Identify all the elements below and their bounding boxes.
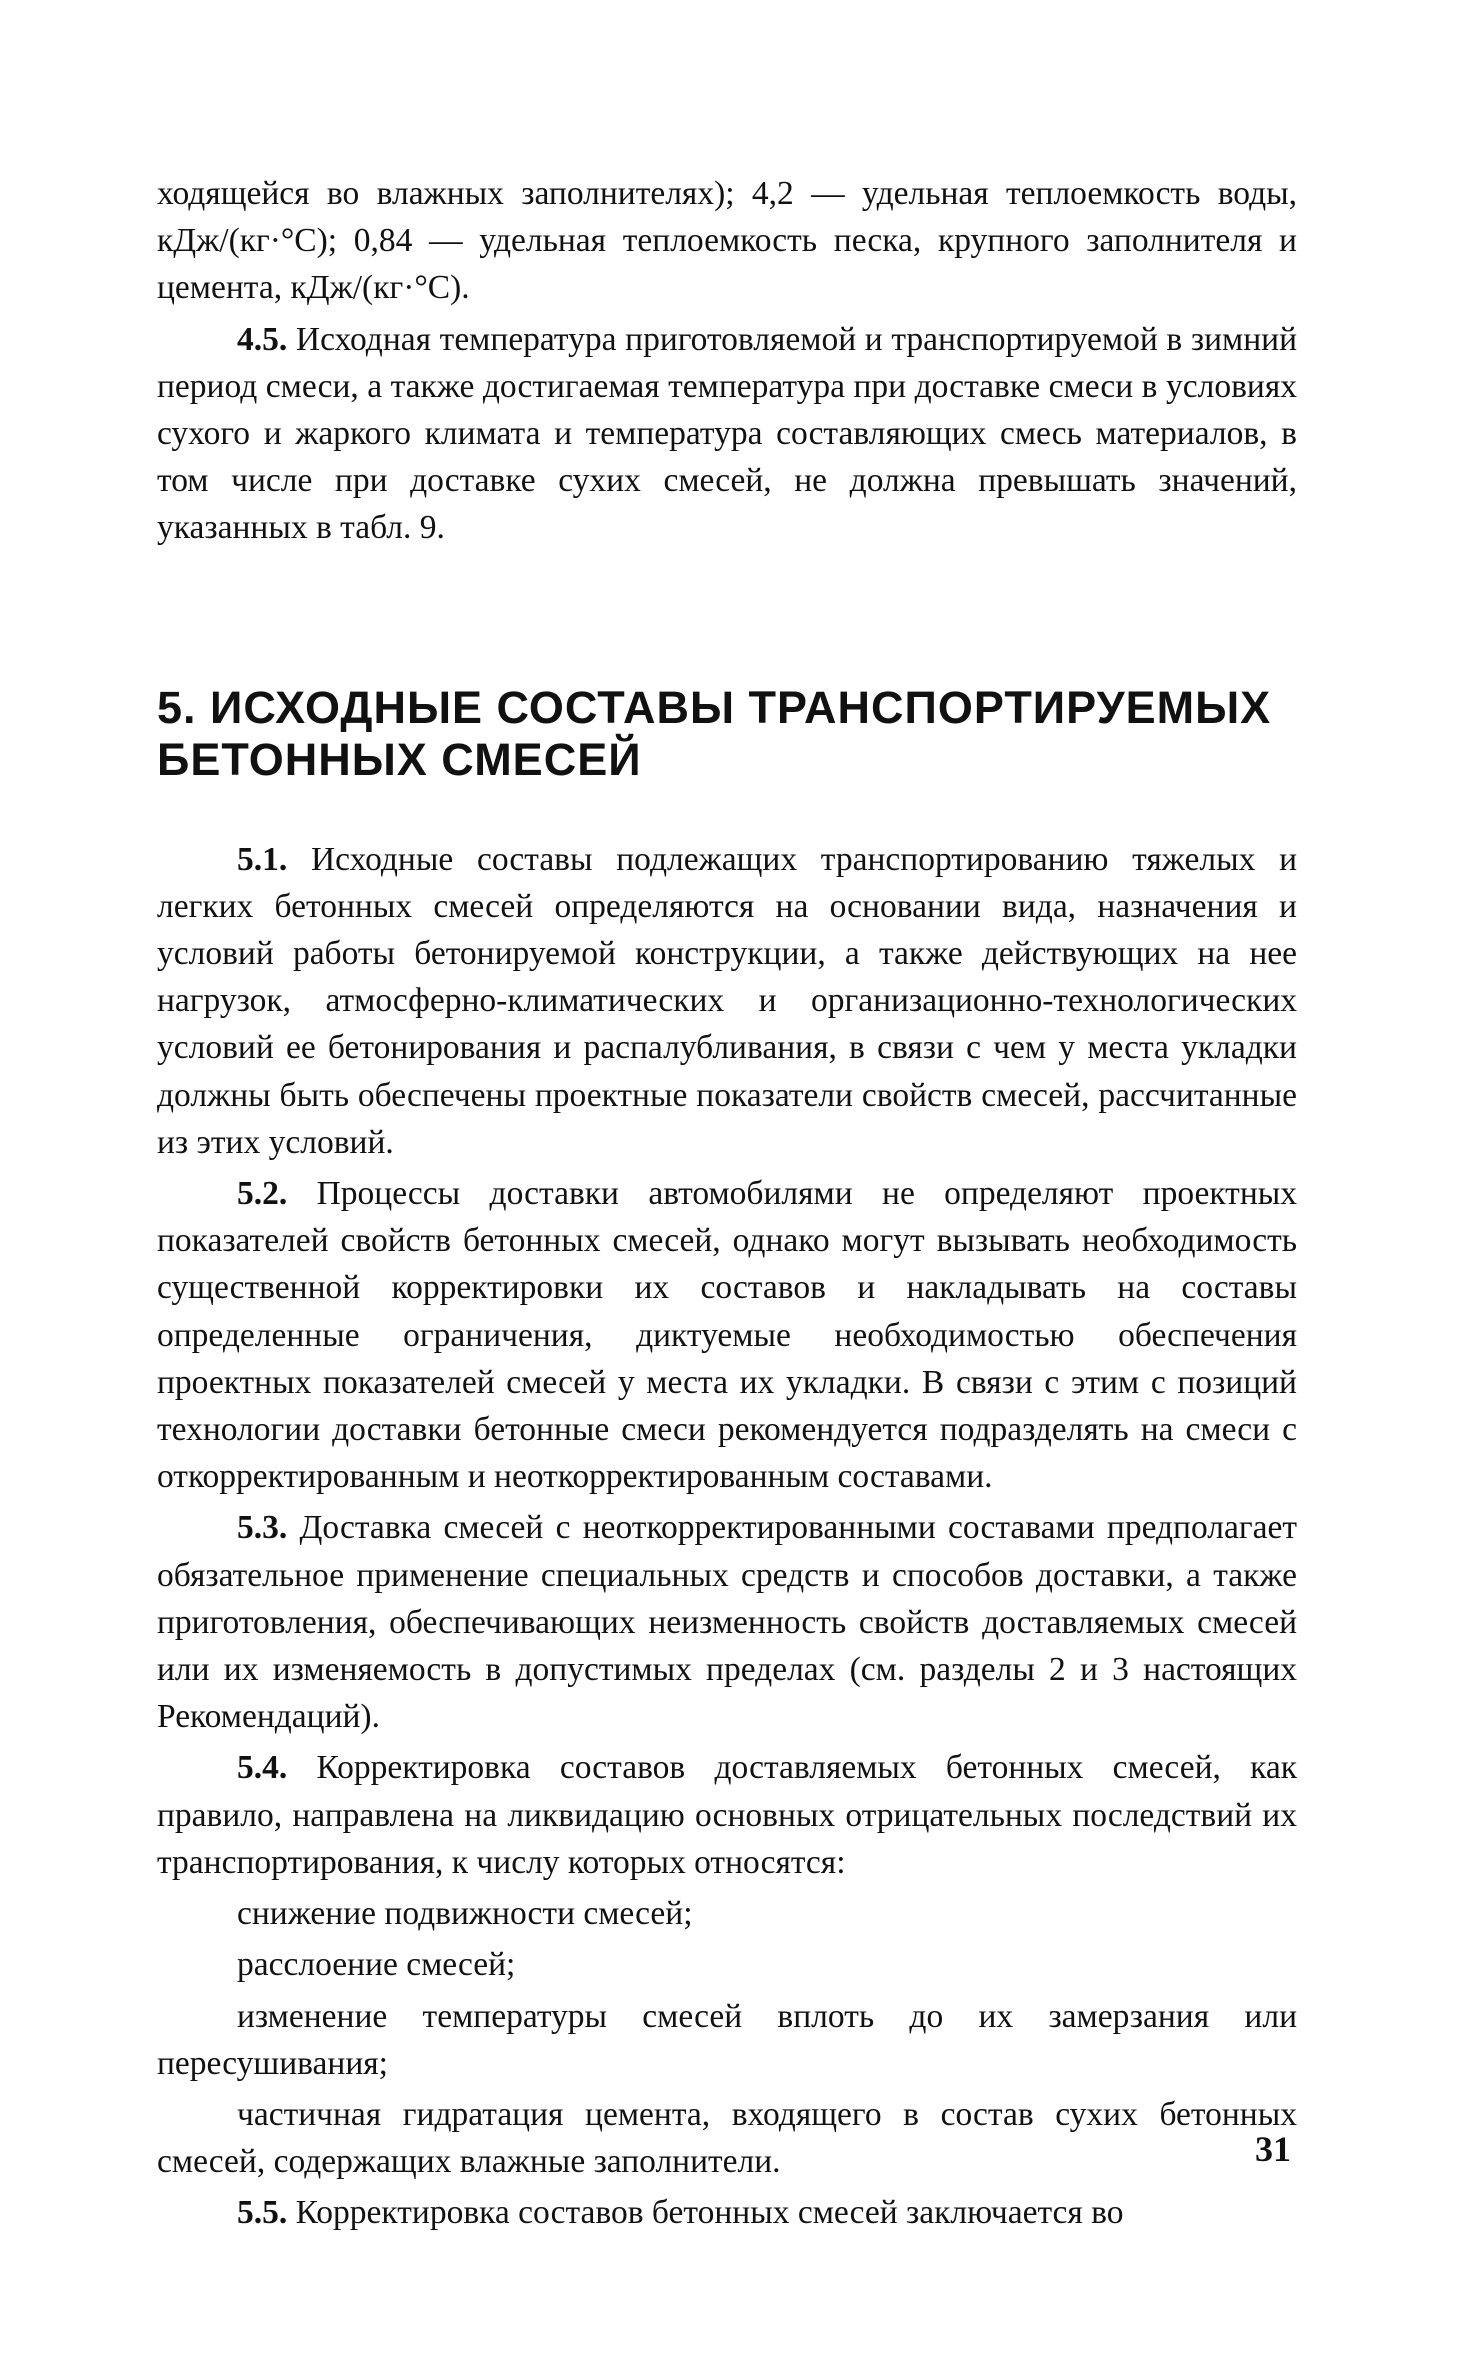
list-item: расслоение смесей;	[237, 1946, 516, 1984]
page-number: 31	[1255, 2129, 1291, 2169]
paragraph-text: Исходная температура приготовляемой и транспортируемой в зимний период смеси, а также достигаемая температура при доставке смеси в условиях сухого и жаркого климата и температура составляющих смесь материалов, в том числе при доставке сухих смесей, не должна превышать значений, указанных в табл. 9.	[157, 320, 1298, 547]
page-body	[157, 170, 1297, 2237]
paragraph-5-4	[157, 1744, 1297, 1886]
paragraph-number: 5.5.	[237, 2194, 288, 2232]
section-heading-line-2: БЕТОННЫХ СМЕСЕЙ	[157, 733, 642, 785]
paragraph-text: Процессы доставки автомобилями не определяют проектных показателей свойств бетонных смесей, однако могут вызывать необходимость существенной корректировки их составов и накладывать на составы определенные ограничения, диктуемые необходимостью обеспечения проектных показателей смесей у места их укладки. В связи с этим с позиций технологии доставки бетонные смеси рекомендуется подразделять на смеси с откорректированным и неоткорректированным составами.	[157, 1175, 1298, 1496]
paragraph-number: 5.1.	[237, 840, 288, 878]
paragraph-text: Исходные составы подлежащих транспортированию тяжелых и легких бетонных смесей определяются на основании вида, назначения и условий работы бетонируемой конструкции, а также действующих на нее нагрузок, атмосферно-климатических и организационно-технологических условий ее бетонирования и распалубливания, в связи с чем у места укладки должны быть обеспечены проектные показатели свойств смесей, рассчитанные из этих условий.	[157, 840, 1297, 1161]
list-item: изменение температуры смесей вплоть до их замерзания или пересушивания;	[157, 1997, 1297, 2082]
paragraph-text: Корректировка составов доставляемых бетонных смесей, как правило, направлена на ликвидацию основных отрицательных последствий их транспортирования, к числу которых относятся:	[157, 1749, 1297, 1881]
paragraph-number: 5.2.	[237, 1175, 288, 1213]
list-item: снижение подвижности смесей;	[237, 1895, 693, 1933]
paragraph-5-2	[157, 1170, 1297, 1500]
paragraph-5-5	[157, 2189, 1297, 2236]
paragraph-4-5	[157, 316, 1297, 552]
section-heading	[157, 682, 1297, 786]
section-heading-line-1: 5. ИСХОДНЫЕ СОСТАВЫ ТРАНСПОРТИРУЕМЫХ	[157, 681, 1272, 733]
paragraph-text: Корректировка составов бетонных смесей заключается во	[295, 2194, 1124, 2232]
paragraph-text: Доставка смесей с неоткорректированными составами предполагает обязательное применение специальных средств и способов доставки, а также приготовления, обеспечивающих неизменность свойств доставляемых смесей или их изменяемость в допустимых пределах (см. разделы 2 и 3 настоящих Рекомендаций).	[157, 1509, 1297, 1736]
paragraph-5-3	[157, 1504, 1297, 1740]
continuation-paragraph: ходящейся во влажных заполнителях); 4,2 — удельная теплоемкость воды, кДж/(кг·°С); 0,84 — удельная теплоемкость песка, крупного заполнителя и цемента, кДж/(кг·°С).	[157, 175, 1297, 307]
list-item: частичная гидратация цемента, входящего в состав сухих бетонных смесей, содержащих влажные заполнители.	[157, 2095, 1297, 2181]
paragraph-5-1	[157, 836, 1297, 1166]
paragraph-number: 5.3.	[237, 1509, 288, 1547]
paragraph-number: 4.5.	[237, 320, 288, 358]
paragraph-number: 5.4.	[237, 1749, 288, 1787]
